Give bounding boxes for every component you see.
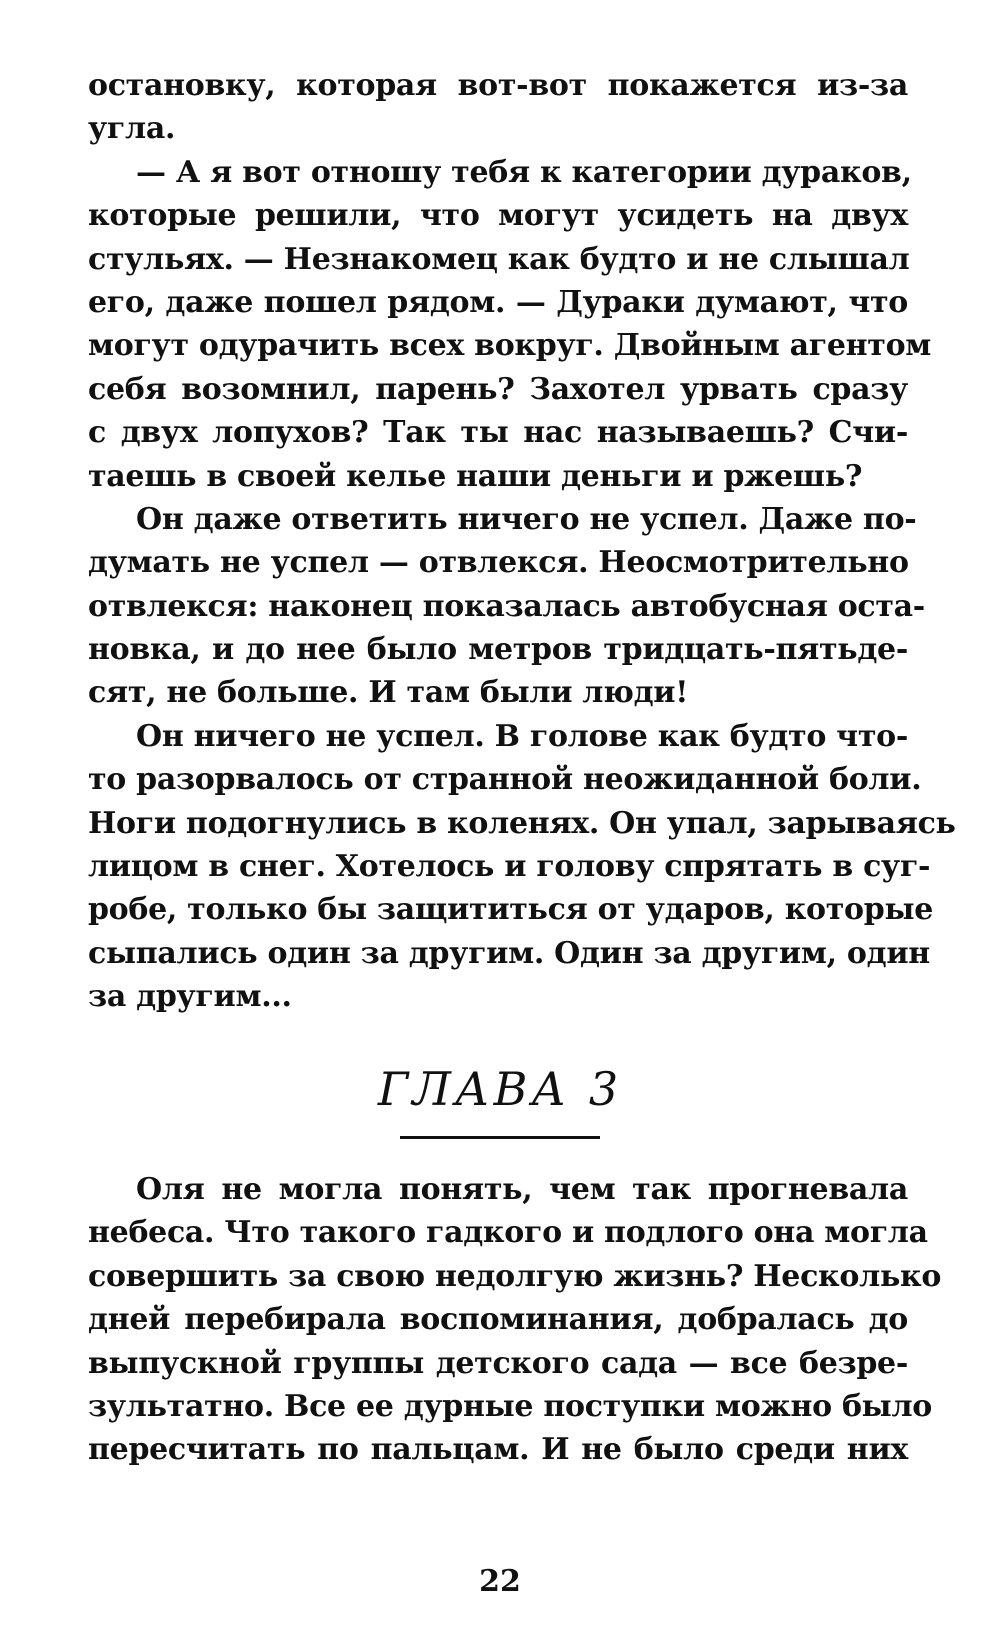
text-line: отвлекся: наконец показалась автобусная оста- bbox=[88, 588, 925, 624]
text-line: могут одурачить всех вокруг. Двойным агентом bbox=[88, 328, 932, 364]
text-line: угла. bbox=[88, 111, 176, 147]
text-line: думать не успел — отвлекся. Неосмотрительно bbox=[88, 545, 909, 581]
body-text-bottom bbox=[88, 1168, 942, 1472]
text-line: новка, и до нее было метров тридцать-пятьде- bbox=[88, 632, 908, 668]
text-line: остановку, которая вот-вот покажется из-за bbox=[88, 68, 908, 103]
text-line: робе, только бы защититься от ударов, которые bbox=[88, 892, 934, 928]
text-line: Ноги подогнулись в коленях. Он упал, зарываясь bbox=[88, 805, 956, 841]
text-line: с двух лопухов? Так ты нас называешь? Счи- bbox=[88, 415, 908, 451]
chapter-divider bbox=[400, 1136, 600, 1139]
text-line: за другим... bbox=[88, 979, 292, 1015]
body-text-top bbox=[88, 64, 956, 1019]
text-line: которые решили, что могут усидеть на двух bbox=[88, 198, 908, 234]
page-number: 22 bbox=[479, 1564, 521, 1599]
text-line: Он ничего не успел. В голове как будто что- bbox=[136, 718, 908, 754]
text-line: пересчитать по пальцам. И не было среди них bbox=[88, 1432, 908, 1468]
text-line: небеса. Что такого гадкого и подлого она могла bbox=[88, 1215, 928, 1251]
text-line: сят, не больше. И там были люди! bbox=[88, 675, 689, 711]
text-line: — А я вот отношу тебя к категории дураков, bbox=[136, 154, 912, 190]
text-line: стульях. — Незнакомец как будто и не слышал bbox=[88, 241, 910, 277]
text-line: дней перебирала воспоминания, добралась до bbox=[88, 1302, 908, 1338]
text-line: зультатно. Все ее дурные поступки можно было bbox=[88, 1388, 933, 1424]
text-line: выпускной группы детского сада — все безре- bbox=[88, 1345, 908, 1381]
text-line: совершить за свою недолгую жизнь? Несколько bbox=[88, 1258, 942, 1294]
text-line: его, даже пошел рядом. — Дураки думают, что bbox=[88, 284, 908, 320]
text-line: лицом в снег. Хотелось и голову спрятать в суг- bbox=[88, 849, 931, 885]
text-line: сыпались один за другим. Один за другим, один bbox=[88, 935, 930, 971]
text-line: Он даже ответить ничего не успел. Даже по- bbox=[136, 501, 917, 537]
text-line: Оля не могла понять, чем так прогневала bbox=[136, 1172, 908, 1207]
text-line: то разорвалось от странной неожиданной боли. bbox=[88, 762, 922, 798]
text-line: себя возомнил, парень? Захотел урвать сразу bbox=[88, 371, 908, 407]
chapter-title: ГЛАВА 3 bbox=[377, 1062, 623, 1116]
text-line: таешь в своей келье наши деньги и ржешь? bbox=[88, 458, 863, 494]
